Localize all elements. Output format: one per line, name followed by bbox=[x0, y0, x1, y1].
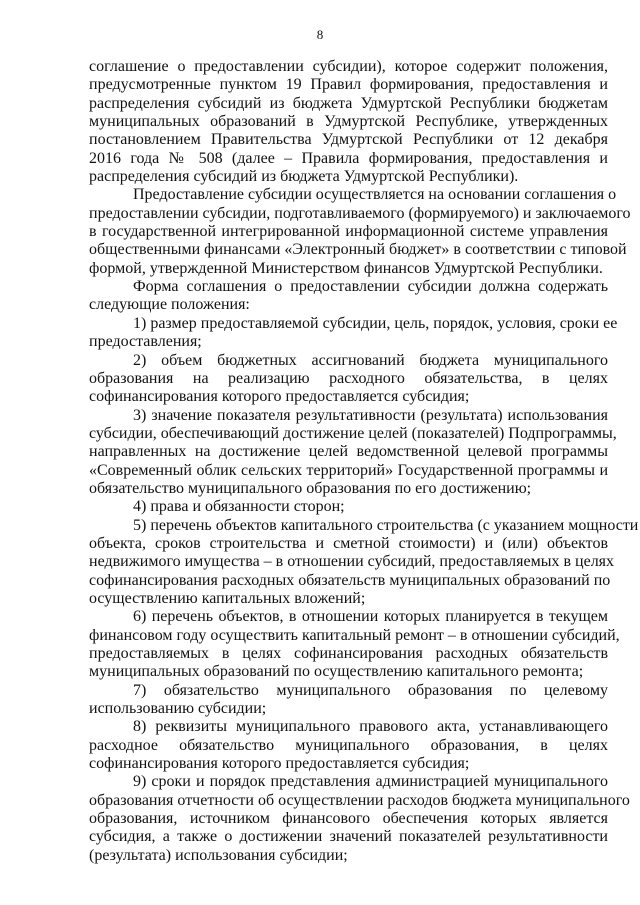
paragraph bbox=[89, 608, 620, 681]
text-line: «Современный облик сельских территорий» Государственной программы и bbox=[89, 461, 608, 479]
text-line: формой, утвержденной Министерством финансов Удмуртской Республики. bbox=[89, 259, 603, 277]
paragraph bbox=[89, 352, 608, 407]
text-line: использованию субсидии; bbox=[89, 700, 267, 718]
text-line: 5) перечень объектов капитального строительства (с указанием мощности bbox=[133, 516, 639, 534]
paragraph bbox=[89, 186, 631, 278]
document-body bbox=[89, 58, 639, 865]
text-line: образования отчетности об осуществлении расходов бюджета муниципального bbox=[89, 791, 630, 809]
text-line: объекта, сроков строительства и сметной стоимости) и (или) объектов bbox=[89, 534, 608, 552]
text-line: 2016 года № 508 (далее – Правила формирования, предоставления и bbox=[89, 149, 608, 167]
text-line: софинансирования которого предоставляется субсидия; bbox=[89, 755, 470, 773]
paragraph bbox=[89, 516, 639, 609]
text-line: предоставлении субсидии, подготавливаемого (формируемого) и заключаемого bbox=[89, 204, 631, 222]
text-line: муниципальных образований по осуществлению капитального ремонта; bbox=[89, 663, 584, 681]
text-line: финансовом году осуществить капитальный ремонт – в отношении субсидий, bbox=[89, 626, 620, 644]
text-line: недвижимого имущества – в отношении субсидий, предоставляемых в целях bbox=[89, 553, 615, 571]
text-line: софинансирования расходных обязательств муниципальных образований по bbox=[89, 571, 611, 589]
paragraph bbox=[89, 718, 608, 773]
text-line: предоставления; bbox=[89, 333, 202, 351]
text-line: субсидия, а также о достижении значений показателей результативности bbox=[89, 828, 608, 846]
text-line: образования, источником финансового обеспечения которых является bbox=[89, 810, 608, 828]
text-line: Предоставление субсидии осуществляется на основании соглашения о bbox=[133, 186, 617, 204]
text-line: 4) права и обязанности сторон; bbox=[133, 498, 345, 516]
paragraph bbox=[89, 278, 608, 315]
text-line: муниципальных образований в Удмуртской Республике, утвержденных bbox=[89, 113, 608, 131]
text-line: 6) перечень объектов, в отношении которых планируется в текущем bbox=[133, 608, 608, 626]
text-line: (результата) использования субсидии; bbox=[89, 846, 348, 864]
text-line: субсидии, обеспечивающий достижение целей (показателей) Подпрограммы, bbox=[89, 424, 617, 442]
text-line: постановлением Правительства Удмуртской Республики от 12 декабря bbox=[89, 131, 608, 149]
text-line: Форма соглашения о предоставлении субсидии должна содержать bbox=[133, 278, 608, 296]
paragraph bbox=[89, 406, 617, 499]
text-line: обязательство муниципального образования по его достижению; bbox=[89, 479, 532, 497]
text-line: осуществлению капитальных вложений; bbox=[89, 589, 366, 607]
text-line: следующие положения: bbox=[89, 296, 250, 314]
text-line: распределения субсидий из бюджета Удмуртской Республики бюджетам bbox=[89, 94, 608, 112]
text-line: предоставляемых в целях софинансирования расходных обязательств bbox=[89, 645, 608, 662]
text-line: 2) объем бюджетных ассигнований бюджета муниципального bbox=[133, 351, 608, 369]
text-line: в государственной интегрированной информационной системе управления bbox=[89, 223, 608, 241]
text-line: софинансирования которого предоставляется субсидия; bbox=[89, 388, 470, 406]
text-line: направленных на достижение целей ведомственной целевой программы bbox=[89, 443, 608, 461]
paragraph bbox=[89, 773, 630, 865]
text-line: предусмотренные пунктом 19 Правил формирования, предоставления и bbox=[89, 76, 608, 94]
paragraph bbox=[89, 314, 618, 352]
text-line: 7) обязательство муниципального образования по целевому bbox=[133, 681, 608, 699]
text-line: соглашение о предоставлении субсидии), которое содержит положения, bbox=[89, 58, 608, 75]
text-line: распределения субсидий из бюджета Удмуртской Республики). bbox=[89, 168, 519, 186]
text-line: образования на реализацию расходного обязательства, в целях bbox=[89, 369, 608, 387]
text-line: 1) размер предоставляемой субсидии, цель, порядок, условия, сроки ее bbox=[133, 314, 618, 332]
paragraph bbox=[89, 498, 608, 516]
text-line: расходное обязательство муниципального образования, в целях bbox=[89, 736, 608, 754]
text-line: общественными финансами «Электронный бюджет» в соответствии с типовой bbox=[89, 241, 627, 259]
text-line: 9) сроки и порядок представления администрацией муниципального bbox=[133, 773, 608, 791]
text-line: 3) значение показателя результативности (результата) использования bbox=[133, 406, 608, 424]
paragraph bbox=[89, 58, 608, 186]
paragraph bbox=[89, 682, 608, 719]
page-number: 8 bbox=[316, 27, 324, 42]
text-line: 8) реквизиты муниципального правового акта, устанавливающего bbox=[133, 718, 608, 736]
